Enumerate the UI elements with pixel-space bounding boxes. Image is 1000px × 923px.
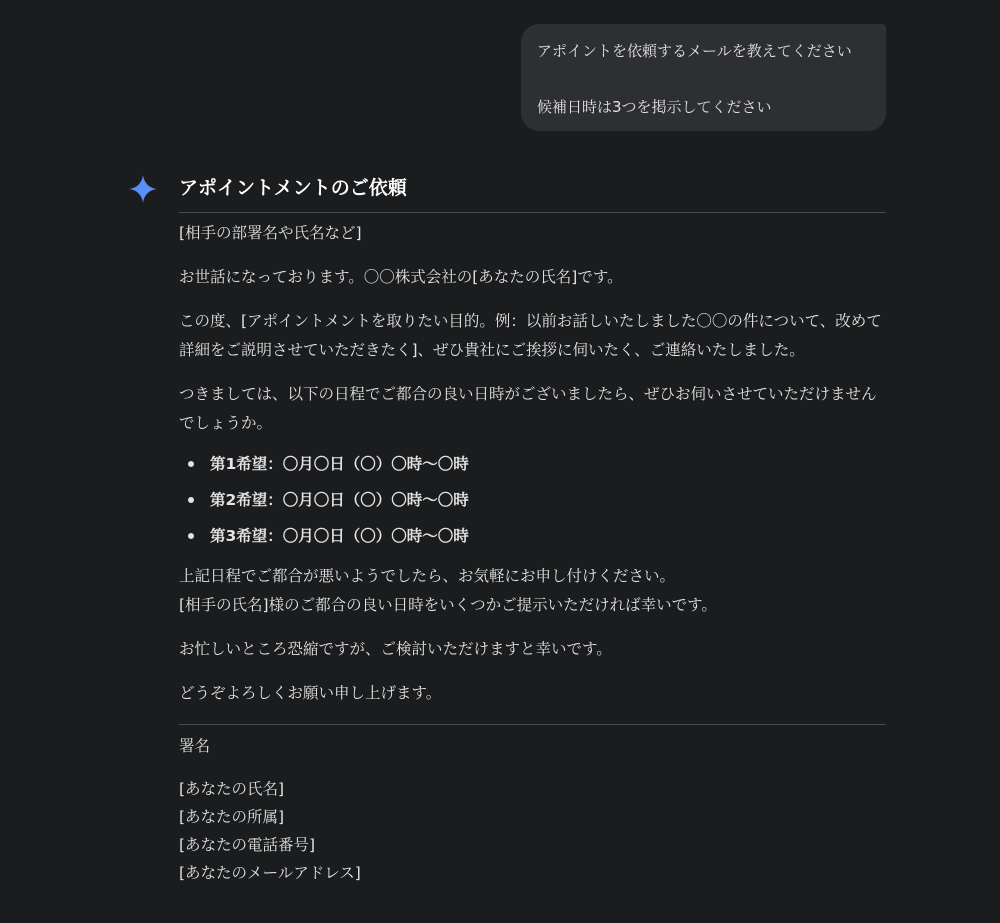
user-message-line: アポイントを依頼するメールを教えてください bbox=[537, 42, 852, 60]
signature-line: [あなたの氏名] bbox=[179, 780, 285, 798]
user-message-bubble bbox=[521, 24, 886, 131]
signature-label: 署名 bbox=[179, 737, 211, 755]
gemini-sparkle-icon bbox=[128, 174, 158, 204]
bullet-dot bbox=[188, 533, 194, 539]
bullet-dot bbox=[188, 461, 194, 467]
list-item bbox=[179, 446, 886, 482]
signature-line: [あなたの電話番号] bbox=[179, 836, 316, 854]
date-option: 第3希望：〇月〇日（〇）〇時〜〇時 bbox=[210, 527, 469, 545]
closing-line: お忙しいところ恐縮ですが、ご検討いただけますと幸いです。 bbox=[179, 640, 612, 658]
signature-block bbox=[179, 775, 886, 887]
date-options-list bbox=[179, 446, 886, 554]
signature-line: [あなたのメールアドレス] bbox=[179, 864, 361, 882]
date-option: 第2希望：〇月〇日（〇）〇時〜〇時 bbox=[210, 491, 469, 509]
closing-line: どうぞよろしくお願い申し上げます。 bbox=[179, 684, 442, 702]
signature-line: [あなたの所属] bbox=[179, 808, 285, 826]
user-message-line: 候補日時は3つを掲示してください bbox=[537, 98, 772, 116]
response-title: アポイントメントのご依頼 bbox=[179, 177, 407, 199]
bullet-dot bbox=[188, 497, 194, 503]
alternative-line: [相手の氏名]様のご都合の良い日時をいくつかご提示いただければ幸いです。 bbox=[179, 596, 717, 614]
assistant-response bbox=[179, 172, 886, 887]
greeting-line: お世話になっております。〇〇株式会社の[あなたの氏名]です。 bbox=[179, 268, 623, 286]
date-option: 第1希望：〇月〇日（〇）〇時〜〇時 bbox=[210, 455, 469, 473]
divider bbox=[179, 212, 886, 213]
purpose-paragraph: この度、[アポイントメントを取りたい目的。例：以前お話しいたしました〇〇の件について、改めて詳細をご説明させていただきたく]、ぜひ貴社にご挨拶に伺いたく、ご連絡いたしました。 bbox=[179, 312, 882, 359]
list-item bbox=[179, 482, 886, 518]
list-item bbox=[179, 518, 886, 554]
alternative-line: 上記日程でご都合が悪いようでしたら、お気軽にお申し付けください。 bbox=[179, 567, 676, 585]
request-paragraph: つきましては、以下の日程でご都合の良い日時がございましたら、ぜひお伺いさせていただけませんでしょうか。 bbox=[179, 385, 877, 432]
recipient-line: [相手の部署名や氏名など] bbox=[179, 224, 362, 242]
divider bbox=[179, 724, 886, 725]
